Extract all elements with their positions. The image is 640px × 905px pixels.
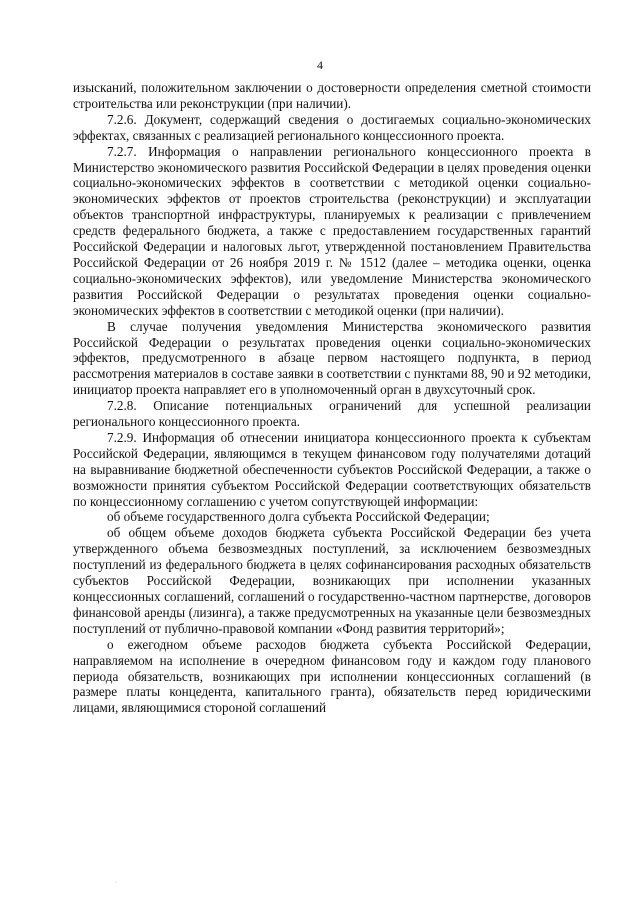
- scan-dot: ·: [115, 880, 117, 886]
- paragraph-continuation: изысканий, положительном заключении о достоверности определения сметной стоимости строительства или реконструкции (при наличии).: [73, 80, 591, 111]
- document-body: [73, 80, 591, 716]
- paragraph-budget-expenses: о ежегодном объеме расходов бюджета субъекта Российской Федерации, направляемом на исполнение в очередном финансовом году и каждом году планового периода обязательств, возникающих при исполнении концессионных соглашений (в размере платы концедента, капитального гранта), обязательств перед юридическими лицами, являющимися стороной соглашений: [73, 636, 591, 716]
- paragraph-7-2-8: 7.2.8. Описание потенциальных ограничений для успешной реализации регионального концессионного проекта.: [73, 398, 591, 430]
- paragraph-state-debt: об объеме государственного долга субъекта Российской Федерации;: [107, 509, 490, 525]
- paragraph-budget-revenue: об общем объеме доходов бюджета субъекта Российской Федерации без учета утвержденного объема безвозмездных поступлений, за исключением безвозмездных поступлений из федерального бюджета в целях софинансирования расходных обязательств субъектов Российской Федерации, возникающих при исполнении указанных концессионных соглашений, соглашений о государственно-частном партнерстве, договоров финансовой аренды (лизинга), а также предусмотренных на указанные цели безвозмездных поступлений от публично-правовой компании «Фонд развития территорий»;: [73, 525, 591, 636]
- paragraph-7-2-7: 7.2.7. Информация о направлении регионального концессионного проекта в Министерство экономического развития Российской Федерации в целях проведения оценки социально-экономических эффектов в соответствии с методикой оценки социально-экономических эффектов от проектов строительства (реконструкции) и эксплуатации объектов транспортной инфраструктуры, планируемых к реализации с привлечением средств федерального бюджета, а также с предоставлением государственных гарантий Российской Федерации и налоговых льгот, утвержденной постановлением Правительства Российской Федерации от 26 ноября 2019 г. № 1512 (далее – методика оценки, оценка социально-экономических эффектов), или уведомление Министерства экономического развития Российской Федерации о результатах проведения оценки социально-экономических эффектов в соответствии с методикой оценки (при наличии).: [73, 143, 591, 318]
- paragraph-7-2-9: 7.2.9. Информация об отнесении инициатора концессионного проекта к субъектам Российской Федерации, являющимся в текущем финансовом году получателями дотаций на выравнивание бюджетной обеспеченности субъектов Российской Федерации, а также о возможности принятия субъектом Российской Федерации соответствующих обязательств по концессионному соглашению с учетом сопутствующей информации:: [73, 429, 591, 509]
- paragraph-notification-case: В случае получения уведомления Министерства экономического развития Российской Федерации о результатах проведения оценки социально-экономических эффектов, предусмотренного в абзаце первом настоящего подпункта, в период рассмотрения материалов в составе заявки в соответствии с пунктами 88, 90 и 92 методики, инициатор проекта направляет его в уполномоченный орган в двухсуточный срок.: [73, 318, 591, 398]
- paragraph-7-2-6: 7.2.6. Документ, содержащий сведения о достигаемых социально-экономических эффектах, связанных с реализацией регионального концессионного проекта.: [73, 111, 591, 143]
- page-number: 4: [317, 58, 323, 72]
